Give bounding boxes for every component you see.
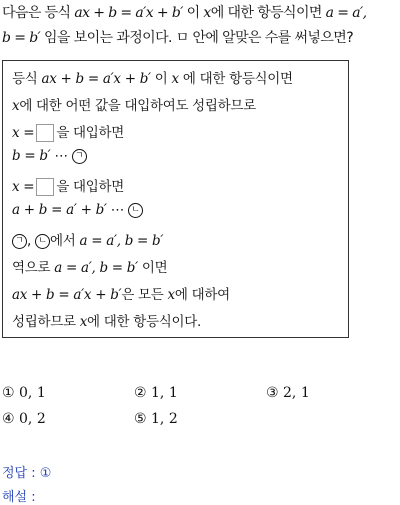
equation: b = b′	[2, 30, 41, 46]
proof-text: 성립하므로	[12, 314, 80, 330]
choice-5[interactable]	[134, 411, 178, 427]
answer-value: ①	[39, 466, 52, 481]
variable-x: x	[171, 71, 179, 87]
proof-text: 은 모든	[121, 287, 168, 303]
proof-text: 에 대하여	[174, 287, 230, 303]
answer-label: 정답 :	[2, 466, 40, 481]
equation: ax + b = a′x + b′	[41, 71, 151, 87]
choice-marker: ①	[2, 385, 15, 401]
ellipsis: ⋯	[110, 202, 124, 218]
proof-line-9	[12, 283, 230, 303]
equation: a = a′, b = b′	[54, 260, 138, 276]
choice-value: 0, 1	[19, 385, 46, 401]
equation: ax + b = a′x + b′	[12, 287, 122, 303]
choice-value: 1, 2	[151, 411, 178, 427]
choice-4[interactable]	[2, 411, 46, 427]
proof-line-5	[12, 175, 124, 196]
proof-text: 을 대입하면	[56, 179, 125, 195]
circled-label-giyeok: ㄱ	[12, 234, 27, 249]
choice-value: 2, 1	[283, 385, 310, 401]
proof-text: 이면	[137, 260, 168, 276]
answer-blank-box[interactable]	[36, 178, 54, 196]
answer-line	[2, 462, 51, 481]
equation: a = a′,	[325, 5, 367, 21]
proof-line-3	[12, 121, 124, 142]
proof-text: 을 대입하면	[56, 125, 125, 141]
proof-text: 에서	[50, 233, 80, 249]
proof-line-8	[12, 256, 167, 276]
proof-text: 역으로	[12, 260, 55, 276]
proof-line-10	[12, 310, 201, 330]
circled-label-nieun: ㄴ	[35, 234, 50, 249]
question-text-part: 이	[182, 5, 204, 21]
proof-text: 등식	[12, 71, 42, 87]
proof-text: 에 대한 항등식이다.	[87, 314, 201, 330]
choice-marker: ②	[134, 385, 147, 401]
choice-marker: ④	[2, 411, 15, 427]
equation: x =	[12, 179, 35, 195]
question-text-part: 임을 보이는 과정이다. ㅁ 안에 알맞은 수를 써넣으면?	[40, 30, 354, 46]
choice-marker: ⑤	[134, 411, 147, 427]
question-text-part: 다음은 등식	[2, 5, 75, 21]
question-line-1	[2, 1, 398, 26]
variable-x: x	[203, 5, 211, 21]
proof-line-7	[12, 229, 163, 249]
variable-x: x	[79, 314, 88, 330]
comma: ,	[27, 233, 31, 249]
choice-3[interactable]	[266, 385, 310, 401]
variable-x: x	[167, 287, 175, 303]
choice-value: 0, 2	[19, 411, 46, 427]
proof-line-1	[12, 67, 293, 87]
variable-x: x	[12, 98, 20, 114]
choice-value: 1, 1	[151, 385, 178, 401]
circled-label-giyeok: ㄱ	[72, 149, 87, 164]
choice-marker: ③	[266, 385, 279, 401]
explanation-label: 해설 :	[2, 490, 36, 505]
explanation-line	[2, 486, 36, 505]
question-text-part: 에 대한 항등식이면	[210, 5, 326, 21]
proof-line-4	[12, 148, 87, 164]
proof-text: 이	[150, 71, 172, 87]
choice-1[interactable]	[2, 385, 46, 401]
equation: a = a′, b = b′	[79, 233, 164, 249]
question-line-2	[2, 26, 398, 51]
equation: b = b′	[12, 148, 51, 164]
equation: a + b = a′ + b′	[12, 202, 107, 218]
answer-blank-box[interactable]	[36, 124, 54, 142]
proof-text: 에 대한 어떤 값을 대입하여도 성립하므로	[19, 98, 256, 114]
proof-line-2	[12, 94, 256, 114]
ellipsis: ⋯	[54, 148, 68, 164]
equation: ax + b = a′x + b′	[74, 5, 183, 21]
proof-line-6	[12, 202, 143, 218]
question-text	[2, 1, 398, 51]
circled-label-nieun: ㄴ	[128, 203, 143, 218]
equation: x =	[12, 125, 35, 141]
proof-text: 에 대한 항등식이면	[178, 71, 293, 87]
choice-2[interactable]	[134, 385, 178, 401]
proof-box	[2, 60, 349, 338]
